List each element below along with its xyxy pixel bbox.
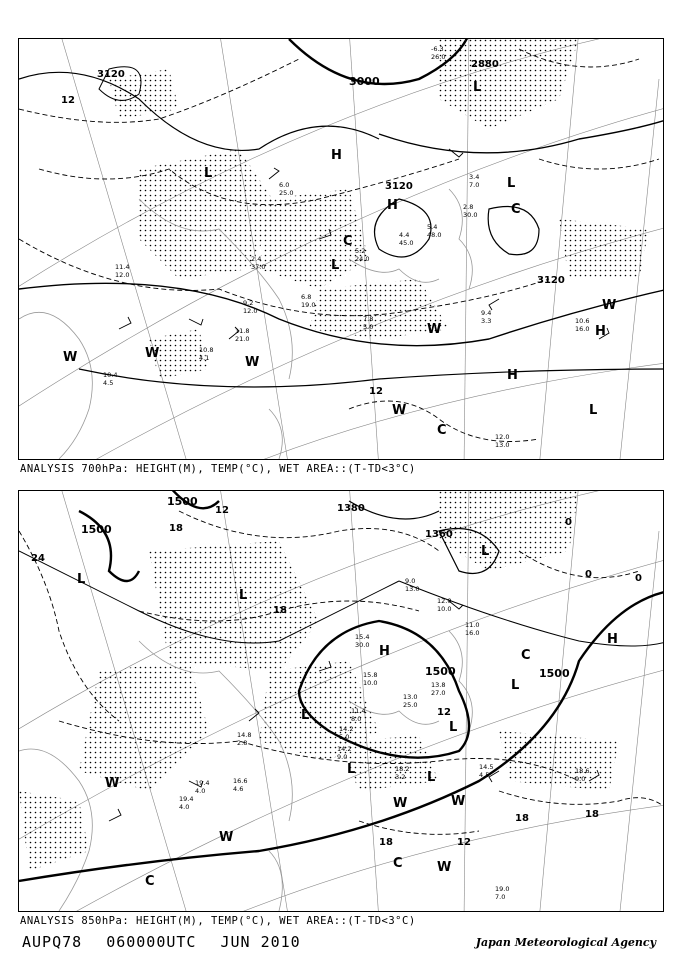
system-marker: C — [511, 202, 521, 217]
system-marker: L — [347, 762, 356, 777]
map-850hpa — [19, 491, 663, 911]
contour-label: 24 — [31, 553, 45, 564]
product-code: AUPQ78 — [22, 933, 83, 951]
station-temp: 19.0 — [495, 885, 510, 893]
station-temp: 13.8 — [431, 681, 446, 689]
contour-label: 12 — [369, 386, 383, 397]
station-temp: 10.8 — [199, 346, 214, 354]
contour-label: 18 — [273, 605, 287, 616]
station-dewpoint: 26.0 — [431, 53, 446, 61]
system-marker: L — [481, 544, 490, 559]
system-marker: W — [602, 298, 617, 313]
station-dewpoint: 8.0 — [351, 715, 362, 723]
system-marker: C — [393, 856, 403, 871]
contour-label: 0 — [565, 517, 572, 528]
valid-date: JUN 2010 — [220, 933, 301, 951]
station-temp: 19.4 — [179, 795, 194, 803]
contour-label: 12 — [437, 707, 451, 718]
system-marker: W — [145, 346, 160, 361]
caption-850hpa: ANALYSIS 850hPa: HEIGHT(M), TEMP(°C), WET AREA::(T-TD<3°C) — [20, 915, 416, 927]
station-dewpoint: 45.0 — [399, 239, 414, 247]
station-dewpoint: 9.0 — [575, 775, 586, 783]
contour-label: 1360 — [425, 529, 453, 540]
system-marker: L — [449, 720, 458, 735]
station-dewpoint: 5.0 — [363, 323, 374, 331]
contour-label: 18 — [515, 813, 529, 824]
station-temp: 2.8 — [463, 203, 474, 211]
system-marker: L — [301, 708, 310, 723]
station-dewpoint: 37.0 — [251, 263, 266, 271]
wet-area — [109, 39, 649, 379]
station-temp: 15.4 — [355, 633, 370, 641]
contour-label: 3120 — [385, 181, 413, 192]
system-marker: L — [511, 678, 520, 693]
station-temp: 12.0 — [495, 433, 510, 441]
station-dewpoint: 4.6 — [233, 785, 244, 793]
station-dewpoint: 10.0 — [437, 605, 452, 613]
caption-700hpa: ANALYSIS 700hPa: HEIGHT(M), TEMP(°C), WET AREA::(T-TD<3°C) — [20, 463, 416, 475]
station-temp: 10.4 — [103, 371, 118, 379]
station-temp: 11.4 — [351, 707, 366, 715]
contour-label: 1500 — [167, 495, 198, 508]
contour-label: 3120 — [97, 69, 125, 80]
contour-label: 1500 — [539, 667, 570, 680]
station-dewpoint: 21.0 — [235, 335, 250, 343]
station-temp: 10.6 — [575, 317, 590, 325]
station-temp: 18.2 — [395, 765, 410, 773]
system-marker: L — [331, 258, 340, 273]
system-marker: W — [392, 403, 407, 418]
station-temp: 11.0 — [465, 621, 480, 629]
station-dewpoint: 30.0 — [463, 211, 478, 219]
station-dewpoint: 48.0 — [427, 231, 442, 239]
contour-label: 18 — [169, 523, 183, 534]
contour-label: 0 — [635, 573, 642, 584]
chart-700hpa — [18, 38, 664, 460]
chart-850hpa — [18, 490, 664, 912]
station-dewpoint: 9.0 — [337, 753, 348, 761]
station-temp: 14.5 — [479, 763, 494, 771]
system-marker: W — [63, 350, 78, 365]
station-dewpoint: 2.8 — [237, 739, 248, 747]
system-marker: W — [219, 830, 234, 845]
station-temp: 5.2 — [355, 247, 366, 255]
system-marker: H — [387, 198, 398, 213]
station-dewpoint: 12.0 — [243, 307, 258, 315]
station-temp: 6.8 — [301, 293, 312, 301]
station-dewpoint: 12.0 — [115, 271, 130, 279]
station-temp: 13.0 — [403, 693, 418, 701]
contour-label: 0 — [585, 569, 592, 580]
station-dewpoint: 25.0 — [279, 189, 294, 197]
station-temp: 16.6 — [233, 777, 248, 785]
station-dewpoint: 13.0 — [405, 585, 420, 593]
system-marker: W — [437, 860, 452, 875]
system-marker: H — [379, 644, 390, 659]
system-marker: L — [473, 80, 482, 95]
valid-time: 060000UTC — [106, 933, 197, 951]
station-temp: 4.4 — [399, 231, 410, 239]
system-marker: W — [105, 776, 120, 791]
system-marker: H — [331, 148, 342, 163]
station-dewpoint: 16.0 — [575, 325, 590, 333]
system-marker: L — [427, 770, 436, 785]
station-dewpoint: 16.0 — [465, 629, 480, 637]
station-temp: 19.4 — [195, 779, 210, 787]
station-temp: 14.8 — [237, 731, 252, 739]
station-dewpoint: 24.0 — [355, 255, 370, 263]
station-temp: 9.2 — [243, 299, 254, 307]
station-temp: 15.8 — [363, 671, 378, 679]
contour-label: 1500 — [81, 523, 112, 536]
wet-area — [19, 491, 619, 871]
station-dewpoint: 7.0 — [495, 893, 506, 901]
station-dewpoint: 4.1 — [199, 354, 210, 362]
station-dewpoint: 4.5 — [103, 379, 114, 387]
system-marker: C — [521, 648, 531, 663]
station-temp: 11.8 — [235, 327, 250, 335]
station-dewpoint: 3.2 — [395, 773, 406, 781]
station-temp: 18.6 — [575, 767, 590, 775]
station-temp: 14.2 — [337, 745, 352, 753]
system-marker: L — [589, 403, 598, 418]
system-marker: C — [437, 423, 447, 438]
system-marker: H — [607, 632, 618, 647]
station-dewpoint: 25.0 — [403, 701, 418, 709]
station-dewpoint: 4.0 — [195, 787, 206, 795]
station-temp: 14.2 — [339, 725, 354, 733]
product-line — [22, 933, 325, 951]
contour-label: 3120 — [537, 275, 565, 286]
system-marker: L — [77, 572, 86, 587]
station-dewpoint: 13.0 — [495, 441, 510, 449]
station-temp: 6.0 — [279, 181, 290, 189]
station-temp: 9.4 — [481, 309, 492, 317]
station-dewpoint: 7.0 — [469, 181, 480, 189]
station-dewpoint: 19.0 — [301, 301, 316, 309]
system-marker: C — [343, 234, 353, 249]
contour-label: 12 — [457, 837, 471, 848]
map-700hpa — [19, 39, 663, 459]
agency-name: Japan Meteorological Agency — [475, 936, 656, 949]
system-marker: L — [507, 176, 516, 191]
system-marker: H — [595, 324, 606, 339]
contour-label: 18 — [585, 809, 599, 820]
station-temp: -6.3 — [431, 45, 444, 53]
contour-label: 12 — [215, 505, 229, 516]
system-marker: L — [204, 166, 213, 181]
station-temp: 5.4 — [427, 223, 438, 231]
contour-label: 12 — [61, 95, 75, 106]
station-dewpoint: 4.5 — [479, 771, 490, 779]
station-dewpoint: 3.3 — [481, 317, 492, 325]
contour-label: 1380 — [337, 503, 365, 514]
system-marker: H — [507, 368, 518, 383]
station-dewpoint: 30.0 — [355, 641, 370, 649]
contour-label: 3000 — [349, 75, 380, 88]
station-temp: 2.4 — [251, 255, 262, 263]
station-dewpoint: 4.0 — [179, 803, 190, 811]
contour-label: 1500 — [425, 665, 456, 678]
station-temp: 12.0 — [437, 597, 452, 605]
system-marker: L — [239, 588, 248, 603]
station-temp: 7.8 — [363, 315, 374, 323]
station-dewpoint: 5.0 — [339, 733, 350, 741]
system-marker: W — [427, 322, 442, 337]
station-dewpoint: 27.0 — [431, 689, 446, 697]
station-temp: 3.4 — [469, 173, 480, 181]
contour-label: 2880 — [471, 59, 499, 70]
system-marker: C — [145, 874, 155, 889]
system-marker: W — [245, 355, 260, 370]
station-dewpoint: 10.0 — [363, 679, 378, 687]
station-temp: 11.4 — [115, 263, 130, 271]
system-marker: W — [393, 796, 408, 811]
station-temp: 9.0 — [405, 577, 416, 585]
contour-label: 18 — [379, 837, 393, 848]
system-marker: W — [451, 794, 466, 809]
